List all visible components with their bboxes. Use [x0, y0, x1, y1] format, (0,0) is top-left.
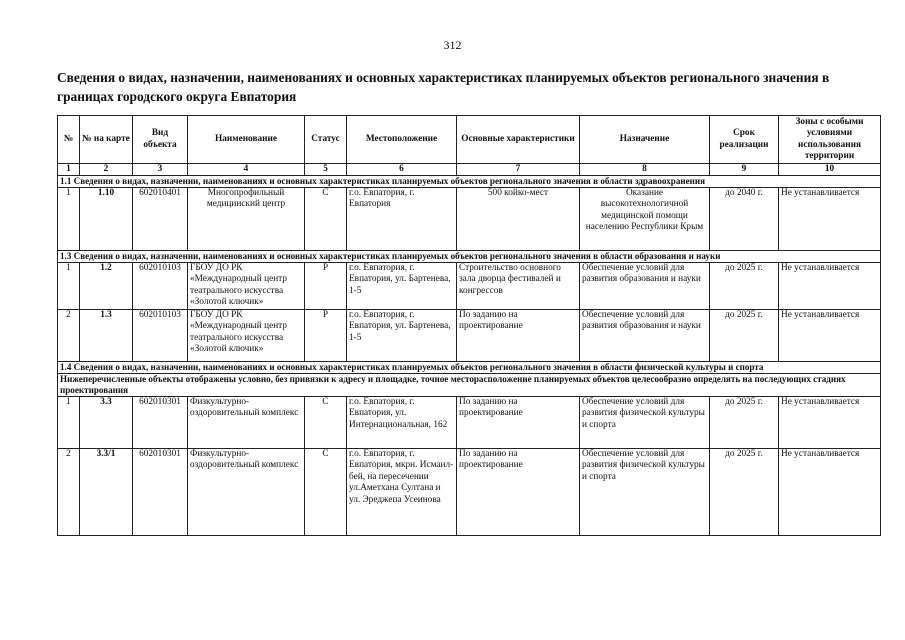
cell-no: 2 [58, 449, 80, 536]
header-cell: Основные характеристики [457, 116, 580, 164]
cell-purpose: Оказание высокотехнологичной медицинской помощи населению Республики Крым [580, 188, 710, 251]
column-number: 1 [58, 164, 80, 176]
note-row [58, 374, 881, 397]
cell-term: до 2025 г. [710, 397, 779, 449]
cell-kind: 602010301 [133, 397, 188, 449]
header-cell: Срок реализации [710, 116, 779, 164]
cell-zones: Не устанавливается [779, 397, 881, 449]
table-row [58, 263, 881, 310]
cell-location: г.о. Евпатория, г. Евпатория, мкрн. Исмаил-бей, на пересечении ул.Аметхана Султана и ул. Эреджепа Усеинова [347, 449, 457, 536]
cell-term: до 2040 г. [710, 188, 779, 251]
cell-no: 1 [58, 397, 80, 449]
cell-map-no: 3.3/1 [80, 449, 133, 536]
cell-map-no: 1.3 [80, 310, 133, 362]
objects-table [57, 115, 881, 536]
cell-purpose: Обеспечение условий для развития образования и науки [580, 310, 710, 362]
header-row [58, 116, 881, 164]
cell-name: Физкультурно-оздоровительный комплекс [188, 449, 305, 536]
column-number: 7 [457, 164, 580, 176]
cell-map-no: 1.2 [80, 263, 133, 310]
table-row [58, 310, 881, 362]
cell-term: до 2025 г. [710, 263, 779, 310]
page-number: 312 [443, 38, 462, 52]
cell-location: г.о. Евпатория, г. Евпатория, ул. Бартенева, 1-5 [347, 263, 457, 310]
cell-name: Многопрофильный медицинский центр [188, 188, 305, 251]
cell-no: 2 [58, 310, 80, 362]
table-row [58, 449, 881, 536]
cell-characteristics: По заданию на проектирование [457, 310, 580, 362]
cell-no: 1 [58, 263, 80, 310]
section-row [58, 251, 881, 263]
section-heading: 1.4 Сведения о видах, назначении, наименованиях и основных характеристиках планируемых объектов регионального значения в области физической культуры и спорта [58, 362, 881, 374]
table-row [58, 397, 881, 449]
column-number: 9 [710, 164, 779, 176]
cell-zones: Не устанавливается [779, 449, 881, 536]
header-cell: № [58, 116, 80, 164]
cell-location: г.о. Евпатория, г. Евпатория [347, 188, 457, 251]
document-title: Сведения о видах, назначении, наименованиях и основных характеристиках планируемых объектов регионального значения в границах городского округа Евпатория [57, 70, 830, 104]
cell-status: С [305, 449, 347, 536]
cell-status: С [305, 188, 347, 251]
cell-term: до 2025 г. [710, 310, 779, 362]
column-number: 3 [133, 164, 188, 176]
cell-name: ГБОУ ДО РК «Международный центр театрального искусства «Золотой ключик» [188, 263, 305, 310]
cell-map-no: 1.10 [80, 188, 133, 251]
cell-status: Р [305, 310, 347, 362]
cell-purpose: Обеспечение условий для развития физической культуры и спорта [580, 449, 710, 536]
cell-location: г.о. Евпатория, г. Евпатория, ул. Бартенева, 1-5 [347, 310, 457, 362]
column-number: 8 [580, 164, 710, 176]
cell-kind: 602010103 [133, 310, 188, 362]
cell-status: Р [305, 263, 347, 310]
header-cell: Назначение [580, 116, 710, 164]
column-number: 5 [305, 164, 347, 176]
cell-term: до 2025 г. [710, 449, 779, 536]
column-number-row [58, 164, 881, 176]
section-heading: 1.1 Сведения о видах, назначении, наименованиях и основных характеристиках планируемых объектов регионального значения в области здравоохранения [58, 176, 881, 188]
cell-kind: 602010103 [133, 263, 188, 310]
column-number: 4 [188, 164, 305, 176]
cell-zones: Не устанавливается [779, 188, 881, 251]
column-number: 2 [80, 164, 133, 176]
cell-kind: 602010401 [133, 188, 188, 251]
cell-status: С [305, 397, 347, 449]
cell-kind: 602010301 [133, 449, 188, 536]
section-note: Нижеперечисленные объекты отображены условно, без привязки к адресу и площадке, точное месторасположение планируемых объектов целесообразно определять на последующих стадиях проектирования [58, 374, 881, 397]
cell-characteristics: Строительство основного зала дворца фестивалей и конгрессов [457, 263, 580, 310]
header-cell: № на карте [80, 116, 133, 164]
header-cell: Статус [305, 116, 347, 164]
cell-map-no: 3.3 [80, 397, 133, 449]
column-number: 6 [347, 164, 457, 176]
column-number: 10 [779, 164, 881, 176]
cell-name: Физкультурно-оздоровительный комплекс [188, 397, 305, 449]
cell-characteristics: 500 койко-мест [457, 188, 580, 251]
section-row [58, 176, 881, 188]
section-row [58, 362, 881, 374]
cell-no: 1 [58, 188, 80, 251]
cell-zones: Не устанавливается [779, 263, 881, 310]
cell-zones: Не устанавливается [779, 310, 881, 362]
cell-location: г.о. Евпатория, г. Евпатория, ул. Интернациональная, 162 [347, 397, 457, 449]
cell-characteristics: По заданию на проектирование [457, 449, 580, 536]
table-row [58, 188, 881, 251]
cell-purpose: Обеспечение условий для развития образования и науки [580, 263, 710, 310]
header-cell: Наименование [188, 116, 305, 164]
header-cell: Зоны с особыми условиями использования территории [779, 116, 881, 164]
cell-purpose: Обеспечение условий для развития физической культуры и спорта [580, 397, 710, 449]
section-heading: 1.3 Сведения о видах, назначении, наименованиях и основных характеристиках планируемых объектов регионального значения в области образования и науки [58, 251, 881, 263]
cell-characteristics: По заданию на проектирование [457, 397, 580, 449]
cell-name: ГБОУ ДО РК «Международный центр театрального искусства «Золотой ключик» [188, 310, 305, 362]
header-cell: Вид объекта [133, 116, 188, 164]
header-cell: Местоположение [347, 116, 457, 164]
